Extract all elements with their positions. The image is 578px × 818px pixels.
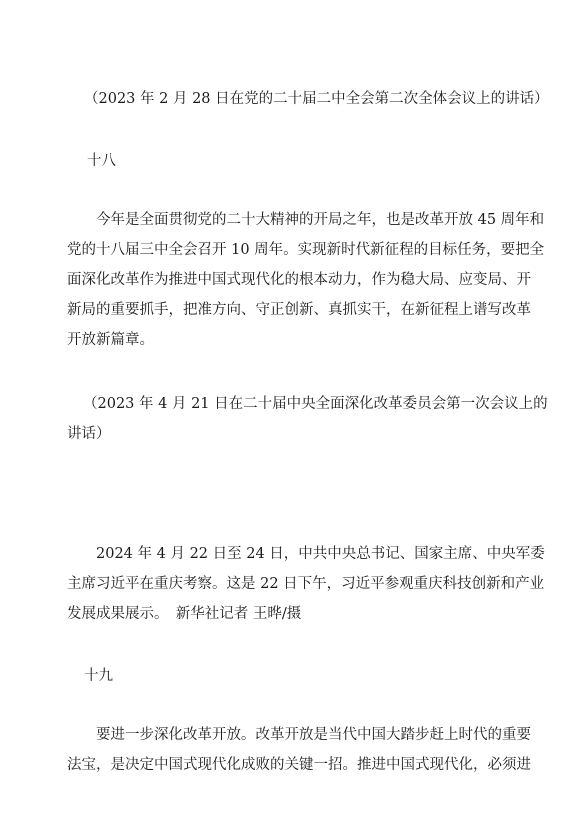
- paragraph-19: [67, 720, 531, 780]
- paragraph-line: 法宝，是决定中国式现代化成败的关键一招。推进中国式现代化，必须进: [67, 757, 531, 773]
- paragraph-line: 面深化改革作为推进中国式现代化的根本动力，作为稳大局、应变局、开: [67, 272, 531, 288]
- source-line: （2023 年 4 月 21 日在二十届中央全面深化改革委员会第一次会议上的: [83, 396, 548, 412]
- paragraph-line: 党的十八届三中全会召开 10 周年。实现新时代新征程的目标任务，要把全: [67, 242, 545, 258]
- paragraph-line: 新局的重要抓手，把准方向、守正创新、真抓实干，在新征程上谱写改革: [67, 302, 531, 318]
- caption-line: 发展成果展示。 新华社记者 王晔/摄: [67, 606, 302, 622]
- photo-caption: [67, 539, 545, 629]
- caption-line: 2024 年 4 月 22 日至 24 日，中共中央总书记、国家主席、中央军委: [96, 546, 545, 562]
- source-line: 讲话）: [67, 426, 111, 442]
- section-heading-19: 十九: [84, 668, 113, 684]
- caption-line: 主席习近平在重庆考察。这是 22 日下午，习近平参观重庆科技创新和产业: [67, 576, 545, 592]
- paragraph-line: 要进一步深化改革开放。改革开放是当代中国大踏步赶上时代的重要: [96, 727, 531, 743]
- paragraph-line: 今年是全面贯彻党的二十大精神的开局之年，也是改革开放 45 周年和: [96, 212, 545, 228]
- paragraph-18: [67, 205, 545, 355]
- paragraph-line: 开放新篇章。: [67, 332, 154, 348]
- source-note-2: [67, 389, 548, 449]
- source-note-1: （2023 年 2 月 28 日在党的二十届二中全会第二次全体会议上的讲话）: [84, 91, 549, 107]
- section-heading-18: 十八: [87, 153, 116, 169]
